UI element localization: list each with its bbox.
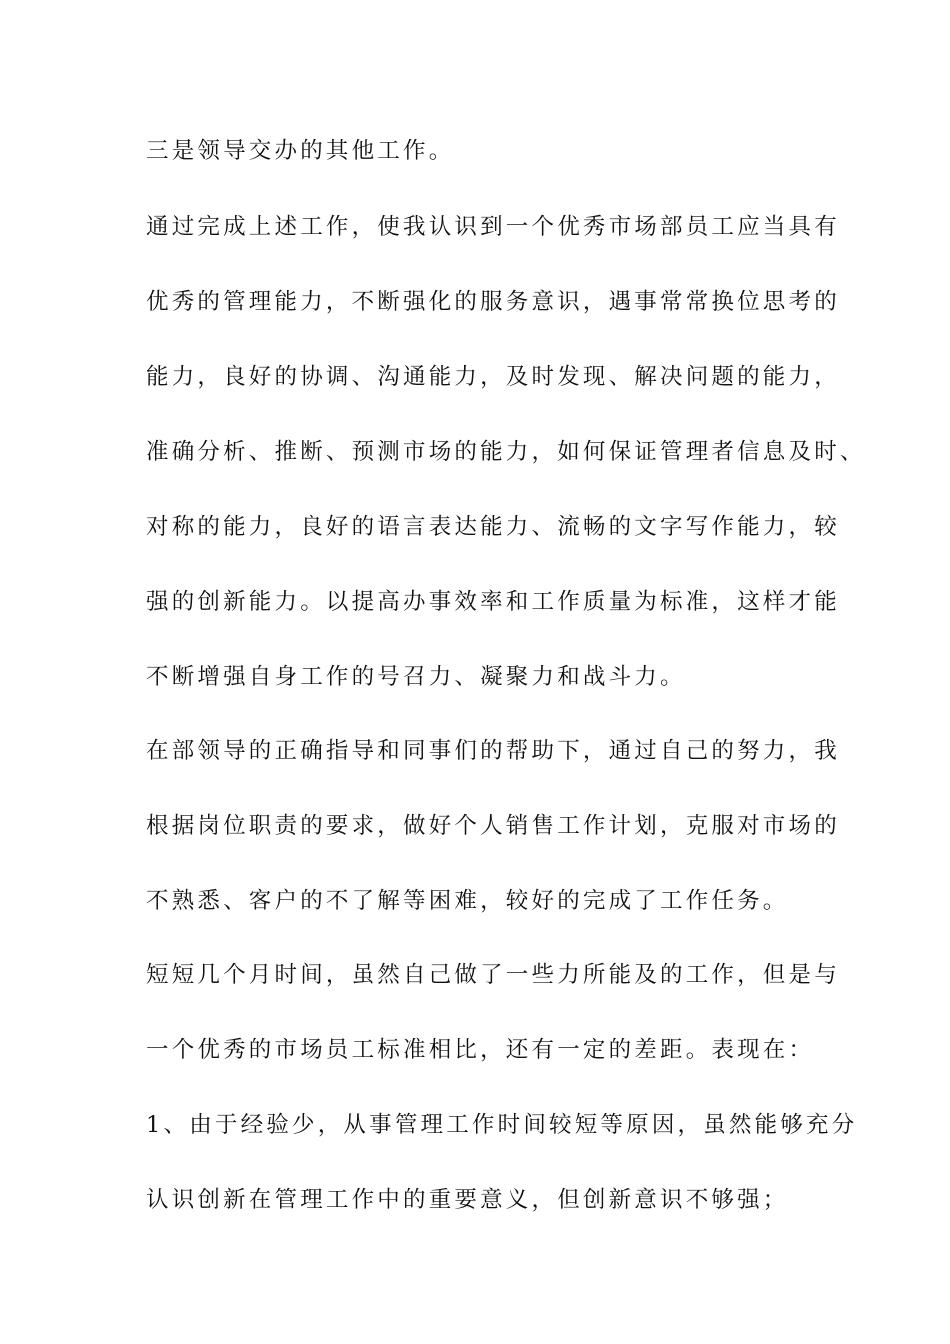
text-line: 不断增强自身工作的号召力、凝聚力和战斗力。 — [146, 664, 686, 690]
text-line: 不熟悉、客户的不了解等困难，较好的完成了工作任务。 — [146, 888, 789, 914]
text-line: 三是领导交办的其他工作。 — [146, 138, 455, 164]
text-line: 在部领导的正确指导和同事们的帮助下，通过自己的努力，我 — [146, 738, 840, 764]
text-line: 优秀的管理能力，不断强化的服务意识，遇事常常换位思考的 — [146, 289, 840, 315]
text-line: 一个优秀的市场员工标准相比，还有一定的差距。表现在： — [146, 1037, 815, 1063]
text-line: 短短几个月时间，虽然自己做了一些力所能及的工作，但是与 — [146, 962, 840, 988]
text-line: 强的创新能力。以提高办事效率和工作质量为标准，这样才能 — [146, 589, 840, 615]
text-line: 1、由于经验少，从事管理工作时间较短等原因，虽然能够充分 — [146, 1112, 858, 1138]
text-line: 通过完成上述工作，使我认识到一个优秀市场部员工应当具有 — [146, 214, 840, 240]
text-line: 根据岗位职责的要求，做好个人销售工作计划，克服对市场的 — [146, 813, 840, 839]
text-line: 能力，良好的协调、沟通能力，及时发现、解决问题的能力， — [146, 364, 840, 390]
text-line: 认识创新在管理工作中的重要意义，但创新意识不够强； — [146, 1187, 789, 1213]
text-line: 对称的能力，良好的语言表达能力、流畅的文字写作能力，较 — [146, 514, 840, 540]
text-line: 准确分析、推断、预测市场的能力，如何保证管理者信息及时、 — [146, 439, 866, 465]
